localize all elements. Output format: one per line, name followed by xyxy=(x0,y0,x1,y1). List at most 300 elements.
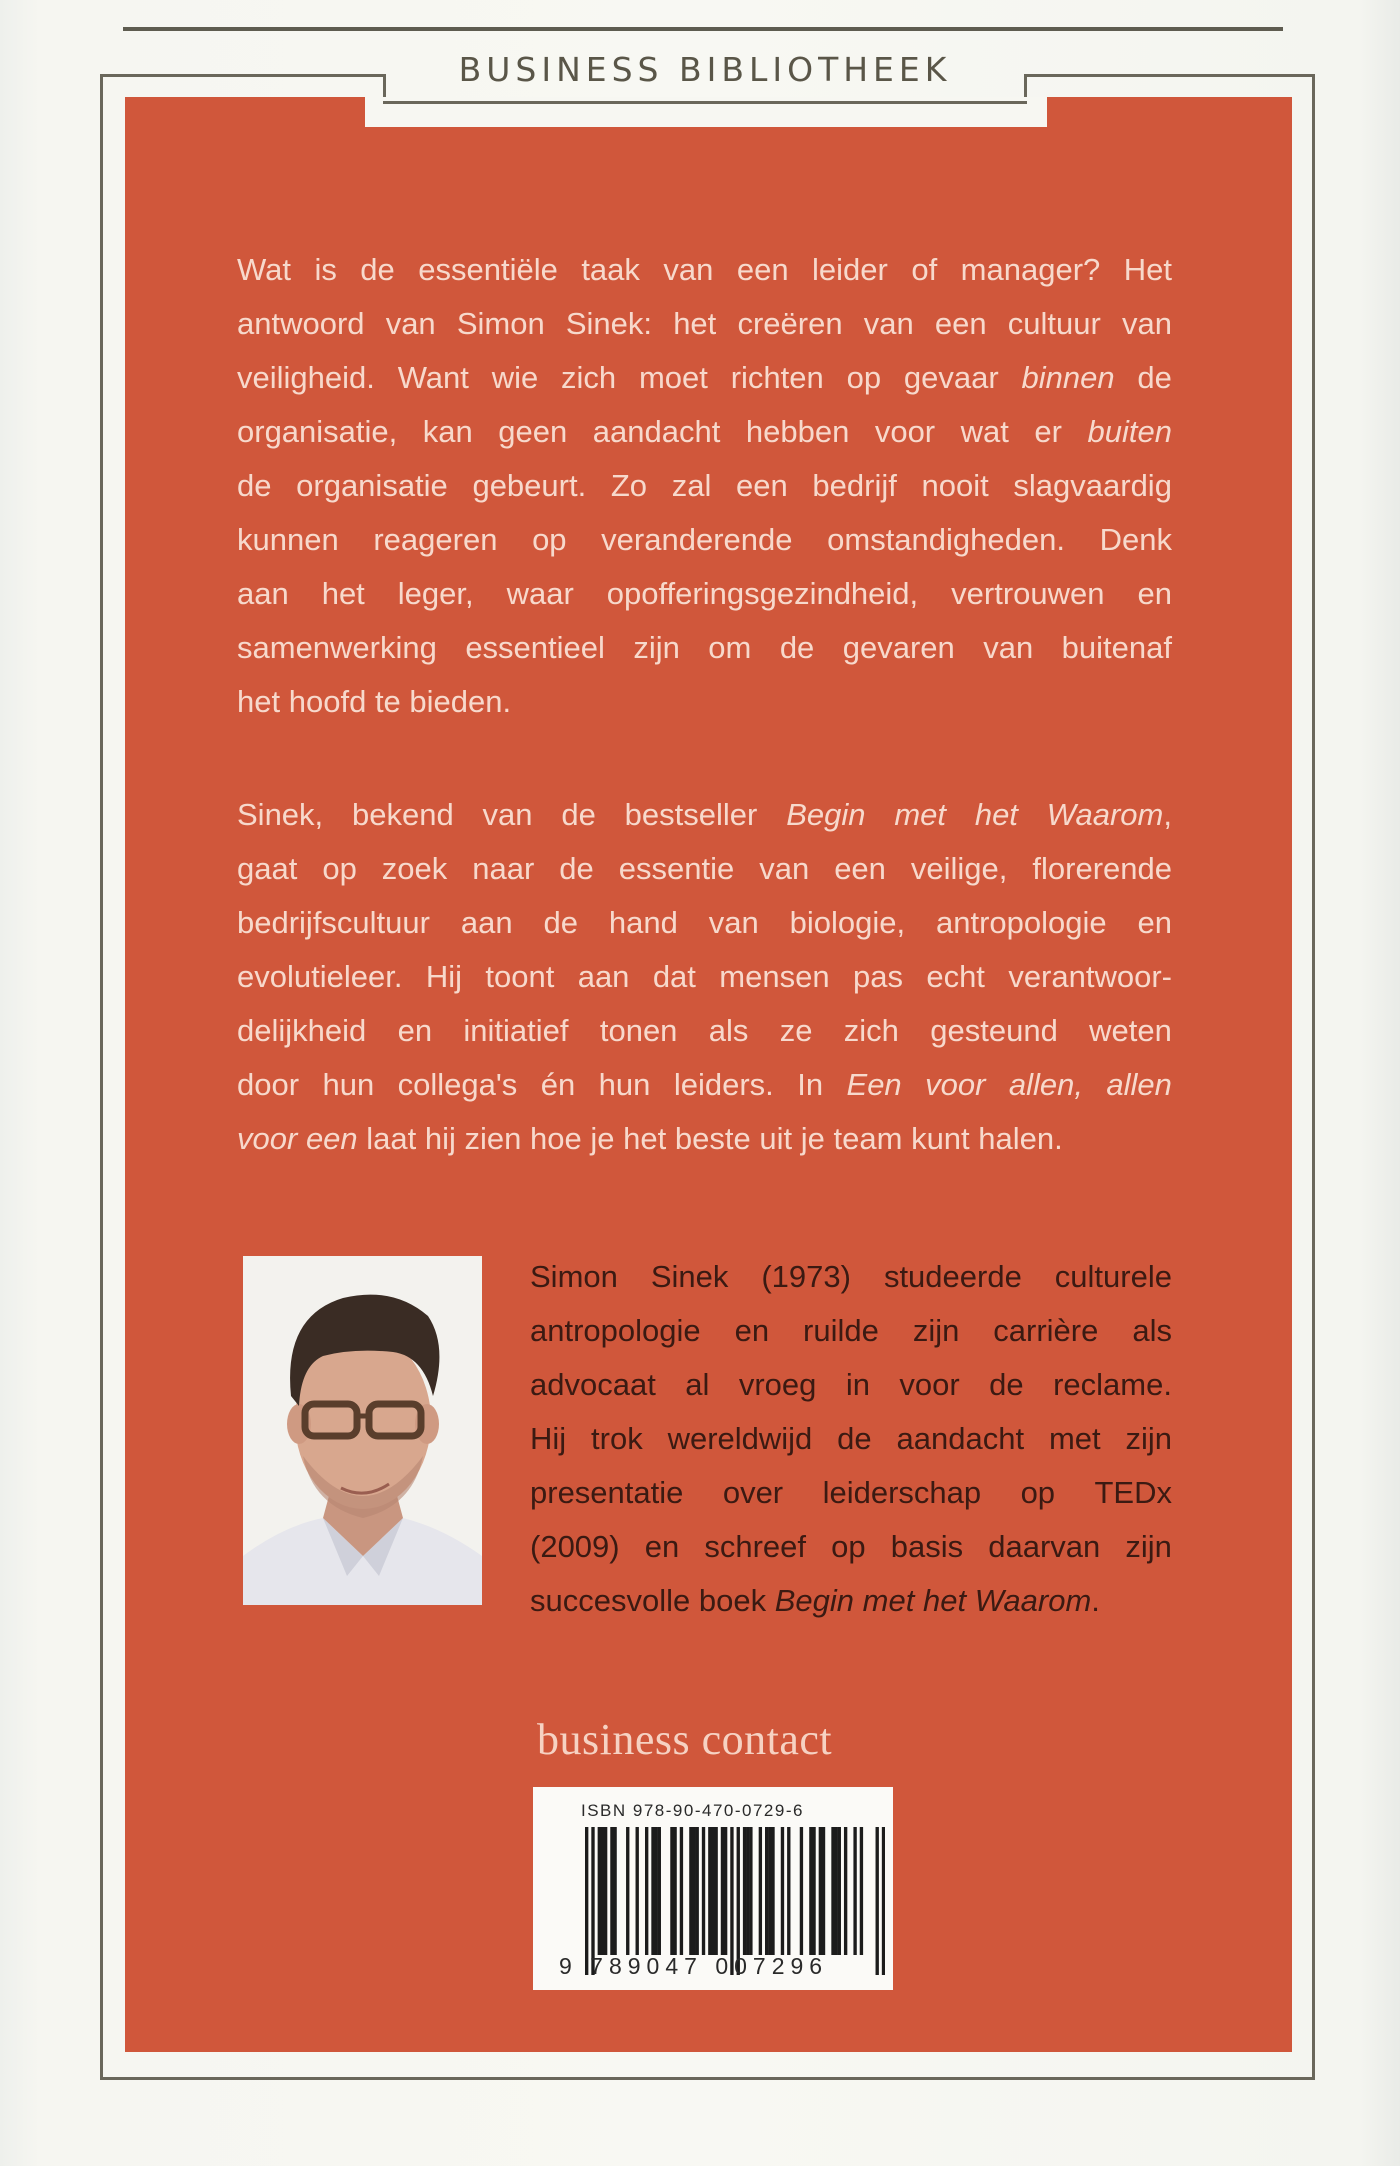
word xyxy=(237,513,339,567)
italic-text: het xyxy=(974,797,1018,832)
text: Denk xyxy=(1099,522,1172,557)
word xyxy=(673,297,716,351)
text: ze xyxy=(779,1013,813,1048)
text: van xyxy=(983,630,1034,665)
italic-text: Een xyxy=(846,1067,902,1102)
text-line xyxy=(237,1112,1172,1166)
text: (1973) xyxy=(761,1259,851,1294)
word xyxy=(465,1112,531,1166)
text: zien xyxy=(464,1121,522,1156)
italic-text: allen xyxy=(1106,1067,1172,1102)
text: , xyxy=(1163,797,1172,832)
text: aan xyxy=(237,576,289,611)
word xyxy=(761,1250,851,1304)
text: hoofd xyxy=(288,684,367,719)
text: florerende xyxy=(1032,851,1172,886)
author-portrait-image xyxy=(243,1256,482,1605)
text: door xyxy=(237,1067,300,1102)
text: de xyxy=(237,468,272,503)
word xyxy=(653,950,696,1004)
text: moet xyxy=(638,360,708,395)
word xyxy=(601,513,792,567)
barcode-bar xyxy=(771,1827,774,1955)
word xyxy=(699,1574,775,1628)
text-line xyxy=(237,1058,1172,1112)
italic-text: binnen xyxy=(1021,360,1115,395)
barcode-bar xyxy=(765,1827,768,1955)
word xyxy=(663,243,713,297)
barcode-bar xyxy=(692,1827,695,1955)
text-line xyxy=(237,621,1172,675)
italic-text: het xyxy=(922,1583,967,1618)
space xyxy=(690,1583,699,1618)
text: van xyxy=(385,306,436,341)
word xyxy=(1021,351,1114,405)
text: basis xyxy=(890,1529,964,1564)
text: richten xyxy=(730,360,824,395)
text-line xyxy=(237,896,1172,950)
text: Hij xyxy=(530,1421,567,1456)
text: slagvaardig xyxy=(1013,468,1172,503)
word xyxy=(989,1358,1023,1412)
word xyxy=(375,675,409,729)
word xyxy=(864,297,914,351)
text: er xyxy=(1034,414,1062,449)
text: omstandigheden. xyxy=(827,522,1065,557)
text: de xyxy=(779,630,815,665)
word xyxy=(360,243,394,297)
word xyxy=(237,842,297,896)
word xyxy=(237,243,291,297)
word xyxy=(578,950,630,1004)
space xyxy=(902,1121,911,1156)
word xyxy=(237,621,437,675)
text-line xyxy=(530,1358,1172,1412)
text: Simon xyxy=(530,1259,618,1294)
barcode-bar xyxy=(759,1827,762,1955)
word xyxy=(837,1412,871,1466)
word xyxy=(1013,459,1172,513)
text-line xyxy=(237,842,1172,896)
text: advocaat xyxy=(530,1367,656,1402)
text-line xyxy=(237,567,1172,621)
text: toont xyxy=(485,959,555,994)
word xyxy=(591,1412,643,1466)
word xyxy=(611,459,647,513)
word xyxy=(961,243,1101,297)
word xyxy=(386,297,436,351)
text: verantwoor- xyxy=(1008,959,1172,994)
text: en xyxy=(644,1529,680,1564)
word xyxy=(988,1520,1100,1574)
text: het xyxy=(673,306,717,341)
space xyxy=(766,1583,775,1618)
word xyxy=(1047,788,1172,842)
word xyxy=(739,1358,817,1412)
word xyxy=(1008,950,1172,1004)
word xyxy=(373,513,497,567)
text: ruilde xyxy=(803,1313,879,1348)
italic-text: Begin xyxy=(786,797,866,832)
text: essentieel xyxy=(465,630,605,665)
text: bedrijf xyxy=(812,468,897,503)
word xyxy=(975,1574,1100,1628)
word xyxy=(530,1574,699,1628)
barcode-bar xyxy=(702,1827,705,1955)
italic-text: voor xyxy=(237,1121,298,1156)
barcode-bar xyxy=(822,1827,825,1955)
text: kunnen xyxy=(237,522,339,557)
word xyxy=(237,1004,366,1058)
text: Wat xyxy=(237,252,291,287)
word xyxy=(731,351,824,405)
text: opofferingsgezindheid, xyxy=(606,576,919,611)
text: om xyxy=(708,630,752,665)
text-line xyxy=(530,1250,1172,1304)
word xyxy=(619,842,734,896)
word xyxy=(1138,896,1172,950)
isbn-barcode-box xyxy=(533,1787,893,1990)
word xyxy=(847,351,881,405)
word xyxy=(922,459,989,513)
word xyxy=(844,1004,899,1058)
word xyxy=(423,405,473,459)
text: met xyxy=(1048,1421,1101,1456)
text-line xyxy=(530,1520,1172,1574)
word xyxy=(530,1250,618,1304)
text: je xyxy=(800,1121,825,1156)
text: nooit xyxy=(921,468,989,503)
word xyxy=(530,1358,656,1412)
text: gesteund xyxy=(930,1013,1058,1048)
text: het xyxy=(623,1121,667,1156)
italic-text: Waarom xyxy=(1046,797,1164,832)
text: zijn xyxy=(1125,1529,1172,1564)
word xyxy=(590,1112,623,1166)
text: naar xyxy=(472,851,535,886)
word xyxy=(623,1112,675,1166)
text: de xyxy=(559,851,594,886)
word xyxy=(911,842,1008,896)
text: essentie xyxy=(618,851,735,886)
word xyxy=(530,1412,566,1466)
text: evolutieleer. xyxy=(237,959,403,994)
text: het xyxy=(321,576,365,611)
word xyxy=(322,567,365,621)
space xyxy=(521,1121,530,1156)
text: hij xyxy=(424,1121,456,1156)
word xyxy=(843,621,955,675)
text-line xyxy=(237,297,1172,351)
text: gaat xyxy=(237,851,298,886)
word xyxy=(834,842,886,896)
text: wat xyxy=(960,414,1009,449)
text: van xyxy=(759,851,810,886)
text: te xyxy=(374,684,401,719)
frame-top-right-line xyxy=(1025,74,1315,77)
text: bedrijfscultuur xyxy=(237,905,430,940)
text: aandacht xyxy=(896,1421,1025,1456)
text: geen xyxy=(498,414,568,449)
word xyxy=(790,896,905,950)
text: op xyxy=(1020,1475,1056,1510)
barcode-bar xyxy=(708,1827,711,1955)
word xyxy=(853,950,903,1004)
text: kunt xyxy=(911,1121,970,1156)
text: carrière xyxy=(993,1313,1099,1348)
space xyxy=(825,1121,834,1156)
text: zich xyxy=(843,1013,899,1048)
word xyxy=(461,896,513,950)
space xyxy=(914,1583,923,1618)
series-title: BUSINESS BIBLIOTHEEK xyxy=(458,50,952,89)
isbn-label: ISBN 978-90-470-0729-6 xyxy=(581,1801,804,1820)
word xyxy=(925,1058,985,1112)
barcode-bar xyxy=(658,1827,661,1955)
italic-text: allen, xyxy=(1008,1067,1083,1102)
barcode-bar xyxy=(673,1827,676,1955)
word xyxy=(719,950,829,1004)
text: hand xyxy=(608,905,678,940)
barcode-bar xyxy=(689,1827,692,1955)
text: leger, xyxy=(397,576,474,611)
text: delijkheid xyxy=(237,1013,367,1048)
text: In xyxy=(797,1067,824,1102)
barcode-bar xyxy=(724,1827,727,1955)
text: samenwerking xyxy=(237,630,437,665)
word xyxy=(675,1112,759,1166)
italic-text: Begin xyxy=(774,1583,855,1618)
word xyxy=(633,621,680,675)
barcode-bar xyxy=(812,1827,815,1955)
word xyxy=(498,405,567,459)
text: wie xyxy=(491,360,539,395)
word xyxy=(1122,297,1172,351)
text: uit xyxy=(759,1121,793,1156)
text: wereldwijd xyxy=(667,1421,813,1456)
word xyxy=(599,1058,651,1112)
text: over xyxy=(722,1475,784,1510)
word xyxy=(593,405,721,459)
word xyxy=(544,896,578,950)
word xyxy=(507,567,574,621)
word xyxy=(237,1112,306,1166)
text: Simon xyxy=(456,306,545,341)
text: reageren xyxy=(373,522,498,557)
word xyxy=(975,788,1018,842)
text: antropologie xyxy=(530,1313,701,1348)
word xyxy=(1055,1250,1172,1304)
word xyxy=(735,1304,769,1358)
text: tonen xyxy=(599,1013,678,1048)
word xyxy=(899,1358,959,1412)
text: essentiële xyxy=(418,252,558,287)
text: kan xyxy=(422,414,473,449)
title-box-bottom-line-overlay xyxy=(383,101,1027,104)
text: en xyxy=(397,1013,433,1048)
text: schreef xyxy=(704,1529,807,1564)
text: van xyxy=(482,797,533,832)
word xyxy=(426,950,462,1004)
word xyxy=(709,896,759,950)
text: pas xyxy=(852,959,903,994)
ean-digits: 9 789047 007296 xyxy=(559,1953,829,1979)
word xyxy=(786,788,865,842)
text: studeerde xyxy=(883,1259,1022,1294)
space xyxy=(751,1121,760,1156)
word xyxy=(923,1574,975,1628)
word xyxy=(904,351,999,405)
barcode-bar xyxy=(853,1827,856,1955)
text: gevaren xyxy=(842,630,955,665)
frame-top-left-line xyxy=(100,74,385,77)
word xyxy=(382,842,447,896)
text: of xyxy=(911,252,938,287)
text: je xyxy=(590,1121,615,1156)
italic-text: voor xyxy=(925,1067,986,1102)
text: is xyxy=(314,252,337,287)
word xyxy=(1062,621,1172,675)
text: team xyxy=(833,1121,903,1156)
barcode-bar xyxy=(831,1827,834,1955)
barcode-bar xyxy=(696,1827,699,1955)
word xyxy=(237,297,365,351)
word xyxy=(884,1250,1022,1304)
barcode-bar xyxy=(746,1827,749,1955)
word xyxy=(639,351,708,405)
word xyxy=(492,351,539,405)
text: de xyxy=(837,1421,872,1456)
text: Sinek, xyxy=(237,797,324,832)
word xyxy=(237,675,289,729)
word xyxy=(674,1058,774,1112)
word xyxy=(607,567,918,621)
word xyxy=(891,1520,963,1574)
text-line xyxy=(530,1412,1172,1466)
text: voor xyxy=(899,1367,960,1402)
text: zich xyxy=(561,360,617,395)
italic-text: een xyxy=(305,1121,358,1156)
word xyxy=(472,459,586,513)
barcode-bar xyxy=(800,1827,803,1955)
word xyxy=(559,842,593,896)
text: Het xyxy=(1123,252,1172,287)
word xyxy=(306,1112,366,1166)
space xyxy=(615,1121,624,1156)
text-line xyxy=(237,243,1172,297)
text-line xyxy=(237,788,1172,842)
publisher-logo: business contact xyxy=(537,1715,833,1764)
text: dat xyxy=(652,959,696,994)
text-line xyxy=(237,405,1172,459)
text: buitenaf xyxy=(1061,630,1172,665)
barcode-bar xyxy=(651,1827,654,1955)
text: van xyxy=(1121,306,1172,341)
text: hoe xyxy=(530,1121,582,1156)
word xyxy=(1034,405,1062,459)
text: hebben xyxy=(745,414,850,449)
barcode-bar xyxy=(601,1827,604,1955)
word xyxy=(951,567,1104,621)
word xyxy=(398,567,474,621)
word xyxy=(797,1058,823,1112)
text-line xyxy=(237,459,1172,513)
word xyxy=(897,1412,1025,1466)
text: waar xyxy=(506,576,574,611)
word xyxy=(935,297,987,351)
space xyxy=(401,684,410,719)
word xyxy=(1132,1304,1172,1358)
word xyxy=(322,842,356,896)
word xyxy=(983,621,1033,675)
word xyxy=(418,243,558,297)
word xyxy=(827,513,1065,567)
word xyxy=(1049,1412,1101,1466)
word xyxy=(672,459,712,513)
word xyxy=(780,621,814,675)
word xyxy=(936,896,1107,950)
space xyxy=(456,1121,465,1156)
text: bekend xyxy=(352,797,454,832)
word xyxy=(1021,1466,1055,1520)
text: biologie, xyxy=(789,905,906,940)
text: weten xyxy=(1089,1013,1172,1048)
word xyxy=(737,297,842,351)
word xyxy=(1137,351,1171,405)
word xyxy=(847,1058,902,1112)
word xyxy=(463,1004,568,1058)
word xyxy=(541,1058,575,1112)
word xyxy=(398,351,469,405)
word xyxy=(759,1112,800,1166)
italic-text: met xyxy=(862,1583,915,1618)
barcode-bar xyxy=(626,1827,629,1955)
text: vertrouwen xyxy=(951,576,1105,611)
text: een xyxy=(736,252,789,287)
text: op xyxy=(846,360,882,395)
text: én xyxy=(540,1067,576,1102)
barcode-bar xyxy=(714,1827,717,1955)
space xyxy=(966,1583,975,1618)
frame-left-line xyxy=(100,74,103,2080)
word xyxy=(465,621,605,675)
word xyxy=(1137,567,1171,621)
word xyxy=(812,459,896,513)
word xyxy=(609,896,678,950)
word xyxy=(530,1304,701,1358)
text: organisatie xyxy=(296,468,448,503)
text-line xyxy=(530,1466,1172,1520)
word xyxy=(322,1058,374,1112)
word xyxy=(485,950,554,1004)
text: veranderende xyxy=(601,522,793,557)
barcode-bar xyxy=(711,1827,714,1955)
text: het xyxy=(237,684,281,719)
author-photo xyxy=(243,1256,482,1605)
word xyxy=(625,788,758,842)
word xyxy=(645,1520,679,1574)
text: trok xyxy=(591,1421,643,1456)
word xyxy=(704,1520,806,1574)
word xyxy=(746,405,849,459)
word xyxy=(894,788,946,842)
word xyxy=(708,621,751,675)
text: halen. xyxy=(978,1121,1063,1156)
word xyxy=(237,567,289,621)
word xyxy=(685,1358,709,1412)
text: gevaar xyxy=(903,360,999,395)
text: taak xyxy=(581,252,640,287)
